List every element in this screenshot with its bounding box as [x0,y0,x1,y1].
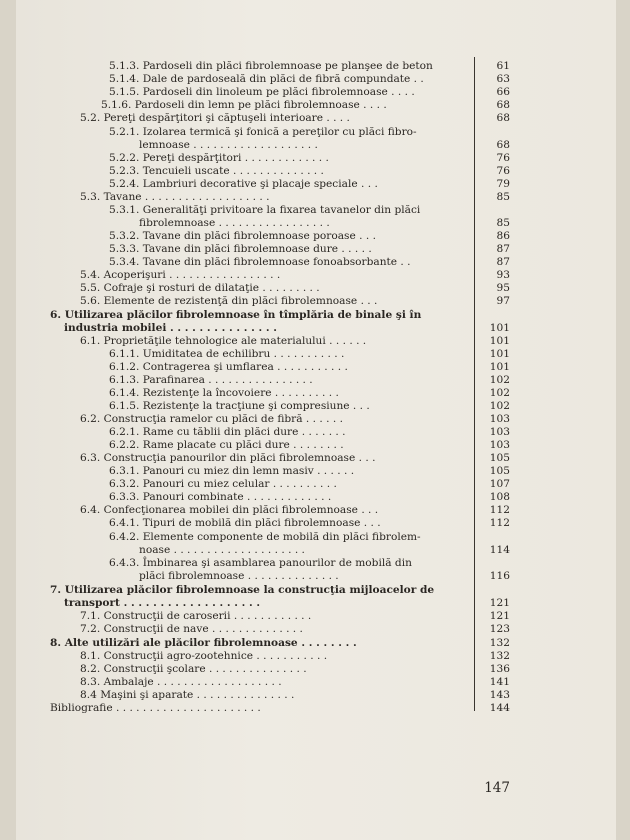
toc-entry [0,217,630,230]
toc-entry [0,637,630,650]
toc-entry-title: 6.4.3. Îmbinarea şi asamblarea panourilor de mobilă din [109,557,412,569]
toc-entry [0,452,630,465]
toc-entry [0,152,630,165]
toc-entry-page: 76 [496,165,510,177]
toc-entry-title: Bibliografie . . . . . . . . . . . . . . . . . . . . . . [50,702,261,714]
toc-entry-title: 6.1.1. Umiditatea de echilibru . . . . . . . . . . . [109,348,345,360]
toc-entry-title: lemnoase . . . . . . . . . . . . . . . . . . . [139,139,318,151]
toc-entry-title: 8.3. Ambalaje . . . . . . . . . . . . . . . . . . . [80,676,282,688]
toc-entry-title: 6.4.1. Tipuri de mobilă din plăci fibrolemnoase . . . [109,517,381,529]
toc-entry [0,335,630,348]
toc-entry-title: 5.2.4. Lambriuri decorative şi placaje speciale . . . [109,178,378,190]
toc-entry-title: 6.2. Construcţia ramelor cu plăci de fibră . . . . . . [80,413,343,425]
toc-entry-title: 7.2. Construcţii de nave . . . . . . . . . . . . . . [80,623,303,635]
toc-entry [0,282,630,295]
toc-entry-title: 5.2.3. Tencuieli uscate . . . . . . . . . . . . . . [109,165,324,177]
toc-entry-title: 6.1.4. Rezistenţe la încovoiere . . . . . . . . . . [109,387,339,399]
toc-entry [0,139,630,152]
toc-entry [0,650,630,663]
toc-entry-page: 132 [489,637,510,649]
toc-entry [0,689,630,702]
toc-entry-page: 63 [496,73,510,85]
toc-entry [0,295,630,308]
toc-entry [0,191,630,204]
toc-entry-page: 68 [496,139,510,151]
toc-entry-page: 101 [489,348,510,360]
toc-entry [0,623,630,636]
toc-entry-title: 5.3.2. Tavane din plăci fibrolemnoase poroase . . . [109,230,376,242]
toc-entry-page: 121 [489,610,510,622]
toc-entry-title: 5.1.5. Pardoseli din linoleum pe plăci fibrolemnoase . . . . [109,86,415,98]
toc-entry-title: 6.1.2. Contragerea şi umflarea . . . . . . . . . . . [109,361,348,373]
toc-entry-page: 68 [496,99,510,111]
toc-entry-title: 6.1. Proprietăţile tehnologice ale materialului . . . . . . [80,335,367,347]
toc-entry-title: 5.1.3. Pardoseli din plăci fibrolemnoase pe planşee de beton [109,60,433,72]
toc-entry [0,413,630,426]
toc-entry [0,663,630,676]
toc-entry-page: 61 [496,60,510,72]
toc-entry [0,322,630,335]
toc-entry-title: 5.2.1. Izolarea termică şi fonică a pereţilor cu plăci fibro- [109,126,417,138]
toc-entry [0,676,630,689]
toc-entry-page: 103 [489,413,510,425]
toc-entry [0,256,630,269]
toc-entry-title: plăci fibrolemnoase . . . . . . . . . . . . . . [139,570,339,582]
toc-entry-title: 5.1.4. Dale de pardoseală din plăci de fibră compundate . . [109,73,424,85]
toc-entry [0,557,630,570]
toc-entry-page: 101 [489,361,510,373]
toc-entry-title: 5.1.6. Pardoseli din lemn pe plăci fibrolemnoase . . . . [101,99,387,111]
toc-entry [0,178,630,191]
toc-entry-page: 85 [496,191,510,203]
toc-entry-title: 6. Utilizarea plăcilor fibrolemnoase în tîmplăria de binale şi în [50,309,422,321]
toc-entry-page: 102 [489,387,510,399]
toc-entry-page: 66 [496,86,510,98]
toc-entry-title: transport . . . . . . . . . . . . . . . . . . . [64,597,261,609]
toc-entry-page: 123 [489,623,510,635]
toc-entry-page: 87 [496,243,510,255]
toc-entry-title: 5.3.1. Generalităţi privitoare la fixarea tavanelor din plăci [109,204,421,216]
toc-entry-title: 6.3.2. Panouri cu miez celular . . . . . . . . . . [109,478,337,490]
toc-entry-page: 93 [496,269,510,281]
toc-entry-title: 6.4.2. Elemente componente de mobilă din plăci fibrolem- [109,531,421,543]
toc-entry [0,86,630,99]
toc-entry-title: 8.1. Construcţii agro-zootehnice . . . . . . . . . . . [80,650,328,662]
toc-entry [0,165,630,178]
toc-entry-title: 7. Utilizarea plăcilor fibrolemnoase la construcţia mijloacelor de [50,584,435,596]
toc-entry-page: 105 [489,465,510,477]
toc-entry-page: 103 [489,439,510,451]
toc-entry-page: 101 [489,335,510,347]
toc-entry [0,204,630,217]
toc-entry-title: 8.4 Maşini şi aparate . . . . . . . . . . . . . . . [80,689,295,701]
toc-entry-title: 5.2. Pereţi despărţitori şi căptuşeli interioare . . . . [80,112,350,124]
toc-entry-title: 5.3.4. Tavane din plăci fibrolemnoase fonoabsorbante . . [109,256,411,268]
toc-entry-page: 116 [489,570,510,582]
toc-entry [0,60,630,73]
toc-entry [0,73,630,86]
toc-entry [0,597,630,610]
toc-entry-page: 121 [489,597,510,609]
toc-entry [0,426,630,439]
toc-entry-page: 136 [489,663,510,675]
toc-entry [0,504,630,517]
toc-entry [0,570,630,583]
toc-entry-page: 86 [496,230,510,242]
toc-entry [0,112,630,125]
toc-entry [0,309,630,322]
toc-entry-page: 76 [496,152,510,164]
toc-entry-page: 143 [489,689,510,701]
toc-entry-page: 144 [489,702,510,714]
toc-entry-title: 8.2. Construcţii şcolare . . . . . . . . . . . . . . . [80,663,307,675]
toc-entry-title: 6.3. Construcţia panourilor din plăci fibrolemnoase . . . [80,452,376,464]
toc-entry [0,544,630,557]
toc-entry [0,243,630,256]
toc-entry-page: 105 [489,452,510,464]
toc-entry [0,610,630,623]
toc-entry-page: 102 [489,400,510,412]
toc-entry-title: 6.1.3. Parafinarea . . . . . . . . . . . . . . . . [109,374,313,386]
toc-entry-title: 7.1. Construcţii de caroserii . . . . . . . . . . . . [80,610,312,622]
toc-entry [0,387,630,400]
toc-entry-title: 5.3. Tavane . . . . . . . . . . . . . . . . . . . [80,191,270,203]
toc-entry-page: 141 [489,676,510,688]
toc-entry [0,230,630,243]
toc-entry-title: 5.4. Acoperişuri . . . . . . . . . . . . . . . . . [80,269,281,281]
toc-entry [0,531,630,544]
toc-entry-page: 114 [489,544,510,556]
toc-entry [0,374,630,387]
toc-entry [0,400,630,413]
toc-entry-page: 87 [496,256,510,268]
toc-entry-title: 6.2.1. Rame cu tăblii din plăci dure . . . . . . . [109,426,346,438]
toc-entry-page: 107 [489,478,510,490]
toc-entry-page: 101 [489,322,510,334]
toc-entry-title: 5.3.3. Tavane din plăci fibrolemnoase dure . . . . . [109,243,372,255]
toc-entry-title: 8. Alte utilizări ale plăcilor fibrolemnoase . . . . . . . . [50,637,357,649]
toc-entry-page: 132 [489,650,510,662]
toc-entry-page: 97 [496,295,510,307]
toc-entry-title: 6.1.5. Rezistenţe la tracţiune şi compresiune . . . [109,400,370,412]
toc-entry [0,348,630,361]
toc-entry-title: 6.3.1. Panouri cu miez din lemn masiv . . . . . . [109,465,355,477]
toc-entry-title: noase . . . . . . . . . . . . . . . . . . . . [139,544,305,556]
toc-entry-title: 6.2.2. Rame placate cu plăci dure . . . . . . . . [109,439,344,451]
toc-entry [0,702,630,715]
toc-entry [0,517,630,530]
toc-entry [0,465,630,478]
toc-entry [0,99,630,112]
toc-entry-page: 102 [489,374,510,386]
toc-entry-title: fibrolemnoase . . . . . . . . . . . . . . . . . [139,217,330,229]
toc-entry [0,361,630,374]
toc-entry-page: 95 [496,282,510,294]
toc-entry-page: 112 [489,517,510,529]
toc-entry [0,478,630,491]
toc-entry-page: 79 [496,178,510,190]
toc-entry-page: 108 [489,491,510,503]
toc-entry-page: 68 [496,112,510,124]
toc-entry-title: 5.6. Elemente de rezistenţă din plăci fibrolemnoase . . . [80,295,378,307]
toc-entry-title: 6.4. Confecţionarea mobilei din plăci fibrolemnoase . . . [80,504,379,516]
toc-entry [0,269,630,282]
toc-entry-page: 85 [496,217,510,229]
toc-entry-page: 112 [489,504,510,516]
toc-entry [0,584,630,597]
toc-entry-title: 5.5. Cofraje şi rosturi de dilataţie . . . . . . . . . [80,282,320,294]
toc-entry-title: 5.2.2. Pereţi despărţitori . . . . . . . . . . . . . [109,152,329,164]
toc-entry [0,126,630,139]
toc-entry-title: industria mobilei . . . . . . . . . . . . . . . [64,322,277,334]
toc-entry [0,491,630,504]
toc-entry [0,439,630,452]
page-number: 147 [484,780,510,796]
toc-entry-page: 103 [489,426,510,438]
toc-entry-title: 6.3.3. Panouri combinate . . . . . . . . . . . . . [109,491,332,503]
